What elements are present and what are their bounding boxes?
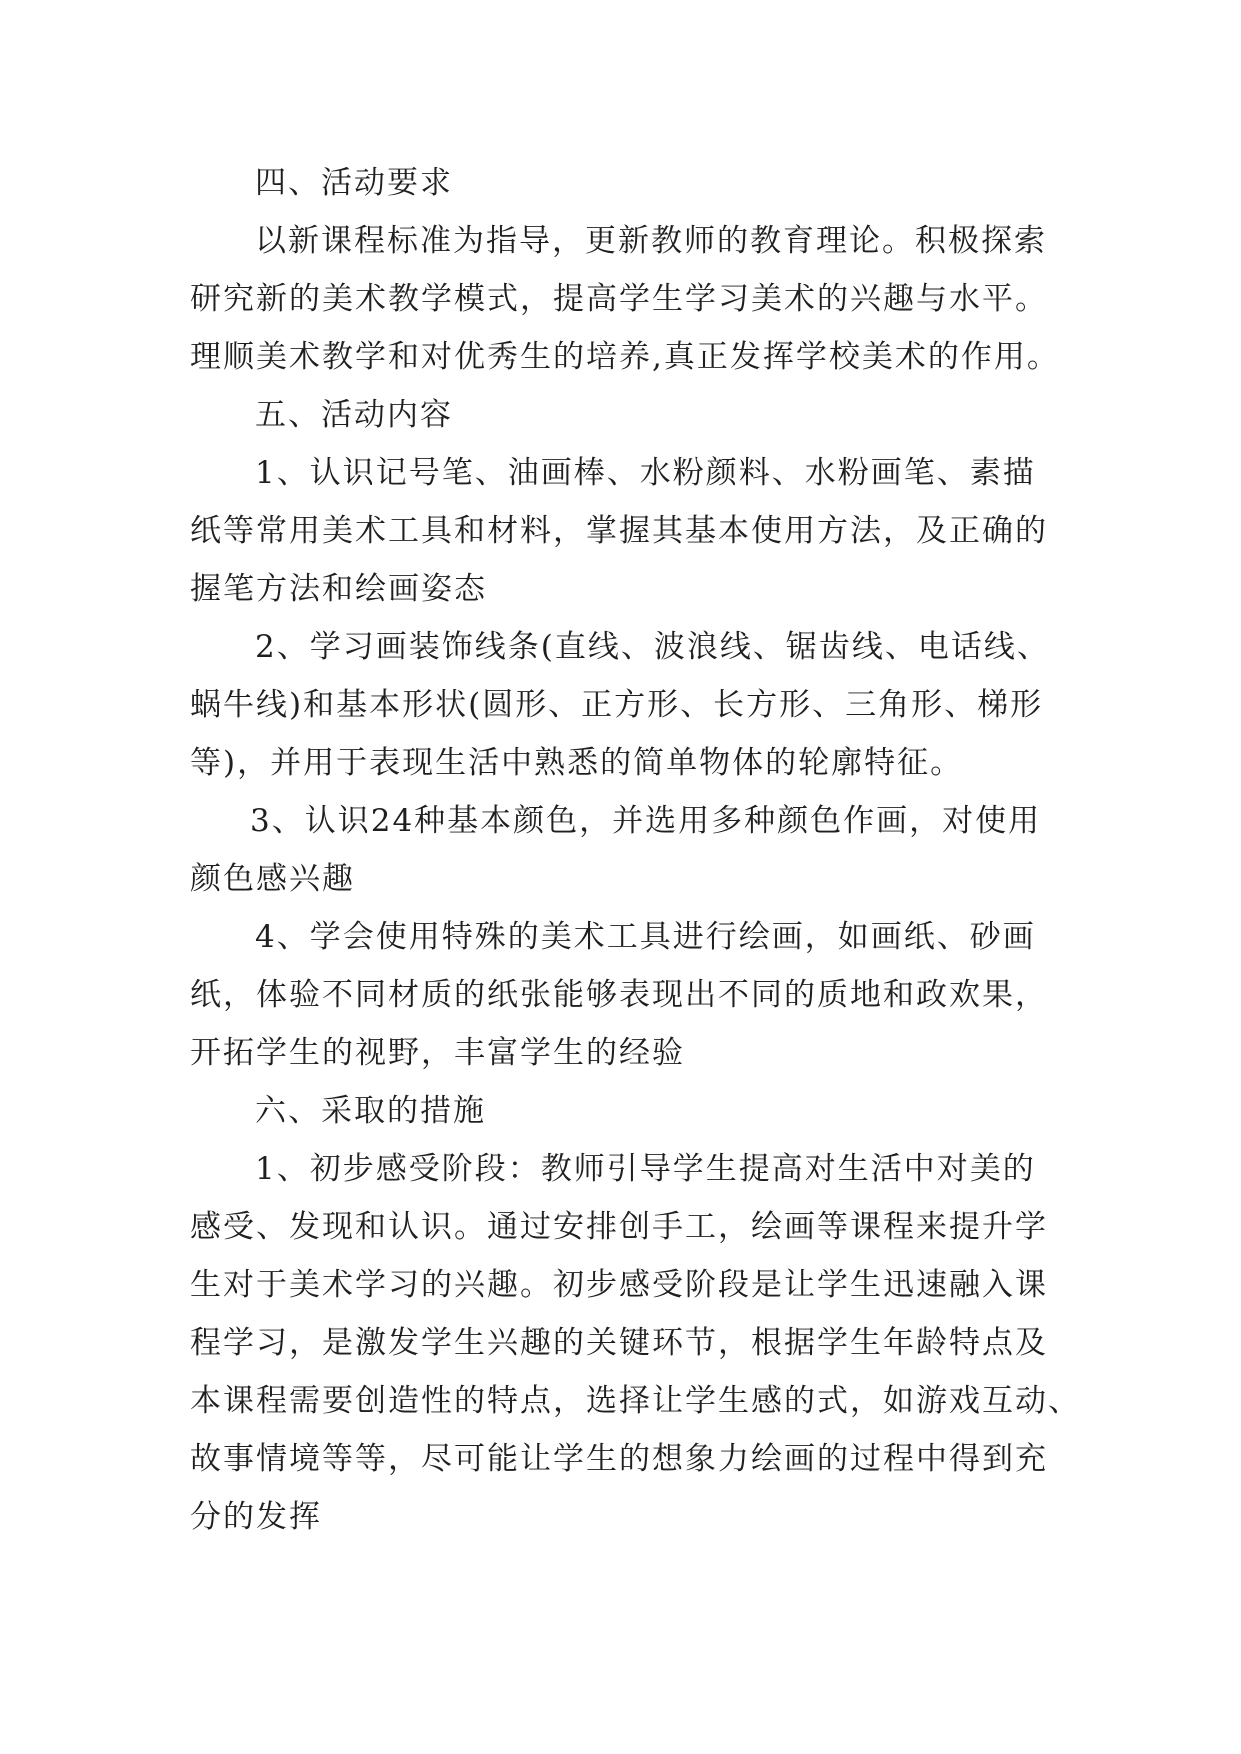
paragraph-line: 生对于美术学习的兴趣。初步感受阶段是让学生迅速融入课 (190, 1267, 1048, 1303)
paragraph-line: 研究新的美术教学模式，提高学生学习美术的兴趣与水平。 (190, 281, 1048, 317)
paragraph-line: 握笔方法和绘画姿态 (190, 571, 487, 607)
paragraph-line: 开拓学生的视野，丰富学生的经验 (190, 1035, 685, 1071)
heading-activity-requirements: 四、活动要求 (255, 165, 453, 201)
paragraph-line: 本课程需要创造性的特点，选择让学生感的式，如游戏互动、 (190, 1383, 1081, 1419)
paragraph-line: 颜色感兴趣 (190, 861, 355, 897)
paragraph-line: 分的发挥 (190, 1499, 322, 1535)
paragraph-line: 程学习，是激发学生兴趣的关键环节，根据学生年龄特点及 (190, 1325, 1048, 1361)
heading-activity-content: 五、活动内容 (255, 397, 453, 433)
paragraph-line: 1、初步感受阶段：教师引导学生提高对生活中对美的 (255, 1151, 1036, 1187)
paragraph-line: 感受、发现和认识。通过安排创手工，绘画等课程来提升学 (190, 1209, 1048, 1245)
paragraph-line: 以新课程标准为指导，更新教师的教育理论。积极探索 (255, 223, 1047, 259)
paragraph-line: 纸，体验不同材质的纸张能够表现出不同的质地和政欢果， (190, 977, 1048, 1013)
paragraph-line: 2、学习画装饰线条(直线、波浪线、锯齿线、电话线、 (255, 629, 1050, 665)
paragraph-line: 等)，并用于表现生活中熟悉的简单物体的轮廓特征。 (190, 745, 964, 781)
paragraph-line: 蜗牛线)和基本形状(圆形、正方形、长方形、三角形、梯形 (190, 687, 1044, 723)
paragraph-line: 4、学会使用特殊的美术工具进行绘画，如画纸、砂画 (255, 919, 1036, 955)
paragraph-line: 故事情境等等，尽可能让学生的想象力绘画的过程中得到充 (190, 1441, 1048, 1477)
paragraph-line: 理顺美术教学和对优秀生的培养,真正发挥学校美术的作用。 (190, 339, 1060, 375)
heading-measures: 六、采取的措施 (255, 1093, 486, 1129)
paragraph-line: 1、认识记号笔、油画棒、水粉颜料、水粉画笔、素描 (255, 455, 1036, 491)
paragraph-line: 3、认识24种基本颜色，并选用多种颜色作画，对使用 (250, 803, 1042, 839)
paragraph-line: 纸等常用美术工具和材料，掌握其基本使用方法，及正确的 (190, 513, 1048, 549)
